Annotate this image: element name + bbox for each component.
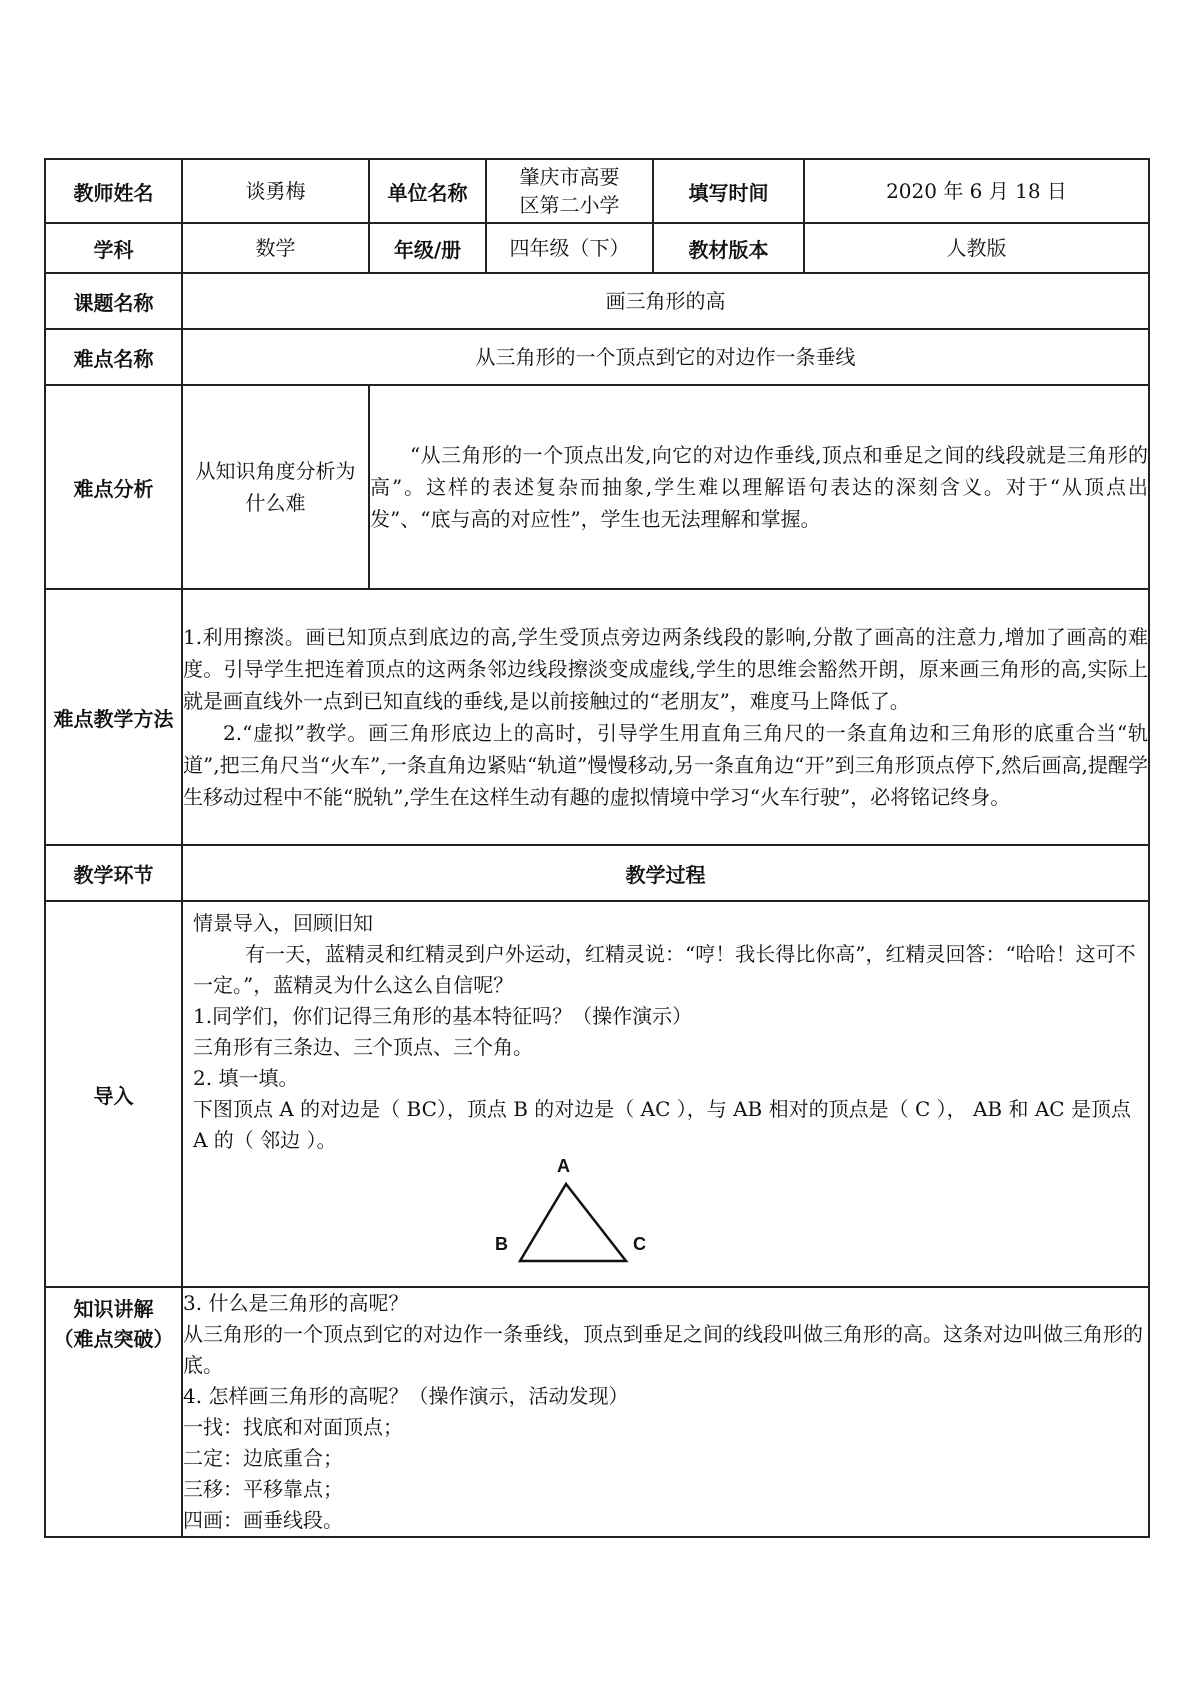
triangle-shape (520, 1184, 626, 1261)
subject-label: 学科 (45, 223, 182, 273)
vertex-b-label: B (495, 1234, 508, 1254)
unit-value-line2: 区第二小学 (519, 193, 620, 217)
intro-content-cell (182, 901, 1149, 1287)
grade-value: 四年级（下） (486, 223, 653, 273)
analysis-text-cell (369, 385, 1149, 589)
knowledge-row (45, 1287, 1149, 1537)
edition-label: 教材版本 (653, 223, 804, 273)
process-label: 教学过程 (182, 845, 1149, 901)
edition-value: 人教版 (804, 223, 1149, 273)
knowledge-question-3: 3. 什么是三角形的高呢？ (183, 1291, 409, 1315)
knowledge-step-1: 一找：找底和对面顶点； (183, 1415, 403, 1439)
intro-row (45, 901, 1149, 1287)
intro-question-2: 2. 填一填。 (193, 1066, 299, 1090)
intro-story: 有一天，蓝精灵和红精灵到户外运动，红精灵说：“哼！我长得比你高”，红精灵回答：“哈哈！这可不一定。”，蓝精灵为什么这么自信呢？ (193, 942, 1136, 997)
analysis-sub-label-line2: 什么难 (245, 491, 306, 515)
stage-label: 教学环节 (45, 845, 182, 901)
intro-label: 导入 (45, 901, 182, 1287)
difficulty-value: 从三角形的一个顶点到它的对边作一条垂线 (182, 329, 1149, 385)
analysis-row (45, 385, 1149, 589)
process-header-row (45, 845, 1149, 901)
knowledge-question-4: 4. 怎样画三角形的高呢？（操作演示，活动发现） (183, 1384, 629, 1408)
date-value: 2020 年 6 月 18 日 (804, 159, 1149, 223)
knowledge-label-line1: 知识讲解 (73, 1297, 154, 1321)
intro-fill-blank: 下图顶点 A 的对边是（ BC），顶点 B 的对边是（ AC ），与 AB 相对的顶点是（ C ）， AB 和 AC 是顶点 A 的（ 邻边 ）。 (193, 1097, 1131, 1152)
knowledge-content (182, 1287, 1149, 1537)
topic-label: 课题名称 (45, 273, 182, 329)
difficulty-label: 难点名称 (45, 329, 182, 385)
topic-row (45, 273, 1149, 329)
subject-value: 数学 (182, 223, 369, 273)
analysis-text: “从三角形的一个顶点出发,向它的对边作垂线,顶点和垂足之间的线段就是三角形的高”。这样的表述复杂而抽象,学生难以理解语句表达的深刻含义。对于“从顶点出发”、“底与高的对应性”，学生也无法理解和掌握。 (370, 443, 1148, 531)
vertex-c-label: C (633, 1234, 646, 1254)
header-row-1 (45, 159, 1149, 223)
analysis-sub-label (182, 385, 369, 589)
unit-label: 单位名称 (369, 159, 486, 223)
triangle-drawing (498, 1156, 698, 1286)
triangle-figure (183, 1156, 1148, 1286)
intro-answer-1: 三角形有三条边、三个顶点、三个角。 (193, 1035, 533, 1059)
knowledge-label-line2: （难点突破） (53, 1327, 174, 1351)
date-label: 填写时间 (653, 159, 804, 223)
intro-content (183, 902, 1148, 1156)
grade-label: 年级/册 (369, 223, 486, 273)
method-row (45, 589, 1149, 845)
vertex-a-label: A (557, 1156, 570, 1176)
knowledge-step-2: 二定：边底重合； (183, 1446, 343, 1470)
knowledge-step-3: 三移：平移靠点； (183, 1477, 343, 1501)
analysis-sub-label-line1: 从知识角度分析为 (195, 459, 356, 483)
knowledge-definition: 从三角形的一个顶点到它的对边作一条垂线，顶点到垂足之间的线段叫做三角形的高。这条对边叫做三角形的底。 (183, 1322, 1143, 1377)
difficulty-row (45, 329, 1149, 385)
intro-question-1: 1.同学们，你们记得三角形的基本特征吗？（操作演示） (193, 1004, 693, 1028)
method-para-1: 1.利用擦淡。画已知顶点到底边的高,学生受顶点旁边两条线段的影响,分散了画高的注意力,增加了画高的难度。引导学生把连着顶点的这两条邻边线段擦淡变成虚线,学生的思维会豁然开朗，原来画三角形的高,实际上就是画直线外一点到已知直线的垂线,是以前接触过的“老朋友”，难度马上降低了。 (183, 625, 1148, 713)
analysis-label: 难点分析 (45, 385, 182, 589)
lesson-plan-table (44, 158, 1150, 1538)
unit-value-line1: 肇庆市高要 (519, 165, 620, 189)
intro-line-1: 情景导入，回顾旧知 (193, 911, 373, 935)
method-para-2: 2.“虚拟”教学。画三角形底边上的高时，引导学生用直角三角尺的一条直角边和三角形的底重合当“轨道”,把三角尺当“火车”,一条直角边紧贴“轨道”慢慢移动,另一条直角边“开”到三角形顶点停下,然后画高,提醒学生移动过程中不能“脱轨”,学生在这样生动有趣的虚拟情境中学习“火车行驶”，必将铭记终身。 (183, 721, 1148, 809)
method-label: 难点教学方法 (45, 589, 182, 845)
method-text-cell (182, 589, 1149, 845)
lesson-plan-sheet (44, 158, 1148, 1538)
teacher-label: 教师姓名 (45, 159, 182, 223)
teacher-value: 谈勇梅 (182, 159, 369, 223)
topic-value: 画三角形的高 (182, 273, 1149, 329)
unit-value (486, 159, 653, 223)
header-row-2 (45, 223, 1149, 273)
knowledge-step-4: 四画：画垂线段。 (183, 1508, 343, 1532)
knowledge-label (45, 1287, 182, 1537)
